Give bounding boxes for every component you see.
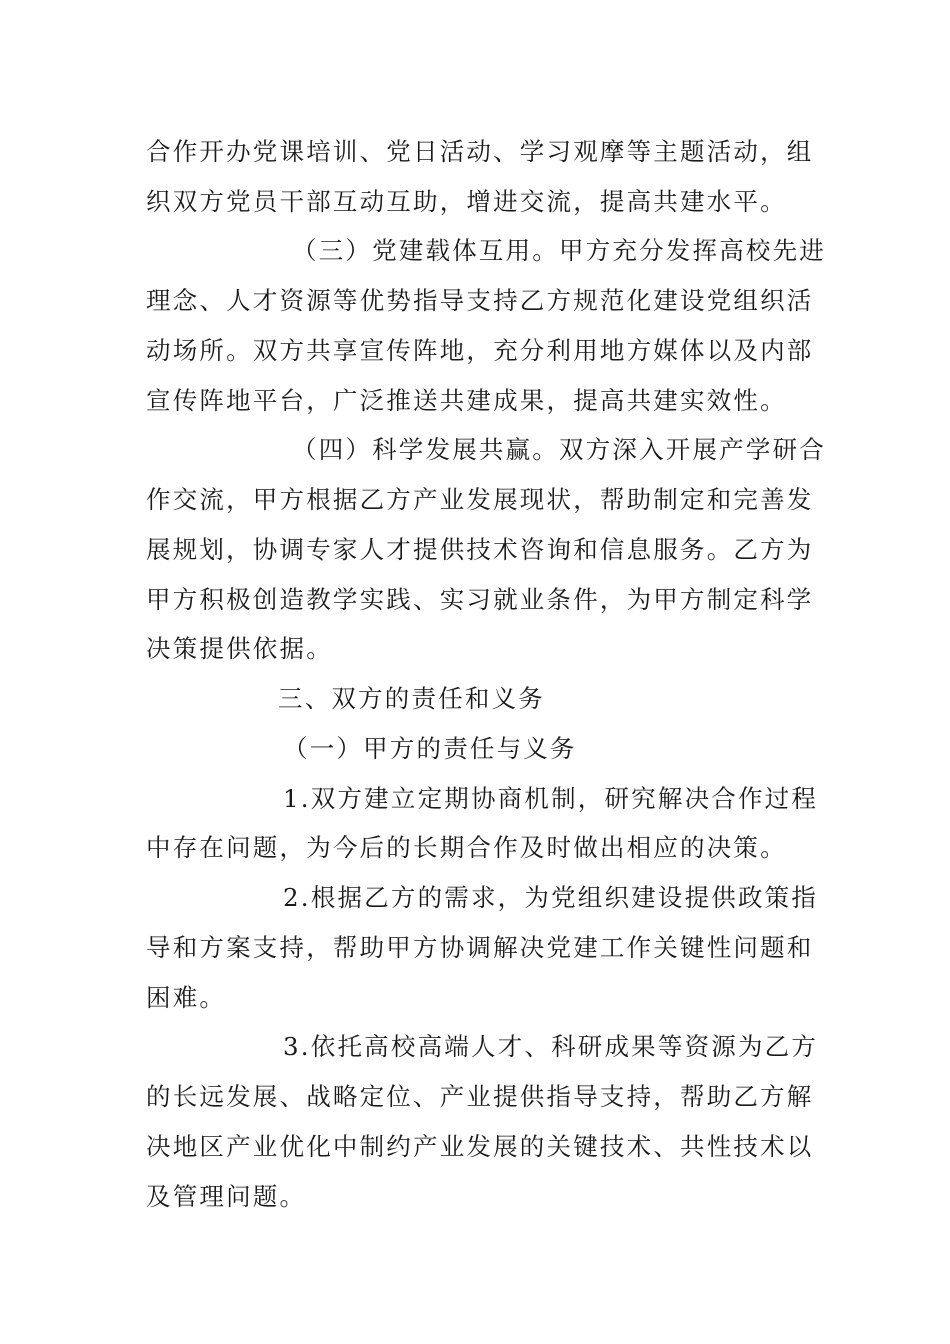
list-item-1: 1.双方建立定期协商机制，研究解决合作过程 <box>283 784 819 813</box>
section-heading-3: （三）党建载体互用。甲方充分发挥高校先进 <box>292 236 826 265</box>
text-line: 及管理问题。 <box>146 1182 307 1211</box>
section-heading-4: （四）科学发展共赢。双方深入开展产学研合 <box>292 435 826 464</box>
text-line: 理念、人才资源等优势指导支持乙方规范化建设党组织活 <box>146 286 814 315</box>
text-line: 展规划，协调专家人才提供技术咨询和信息服务。乙方为 <box>146 535 814 564</box>
text-line: 中存在问题，为今后的长期合作及时做出相应的决策。 <box>146 833 787 862</box>
text-line: 甲方积极创造教学实践、实习就业条件，为甲方制定科学 <box>146 585 814 614</box>
text-line: 导和方案支持，帮助甲方协调解决党建工作关键性问题和 <box>146 933 814 962</box>
text-line: 动场所。双方共享宣传阵地，充分利用地方媒体以及内部 <box>146 336 814 365</box>
list-item-2: 2.根据乙方的需求，为党组织建设提供政策指 <box>283 883 819 912</box>
text-line: 决策提供依据。 <box>146 634 333 663</box>
subsection-heading: （一）甲方的责任与义务 <box>283 734 577 763</box>
text-line: 宣传阵地平台，广泛推送共建成果，提高共建实效性。 <box>146 386 787 415</box>
text-line: 的长远发展、战略定位、产业提供指导支持，帮助乙方解 <box>146 1082 814 1111</box>
list-item-3: 3.依托高校高端人才、科研成果等资源为乙方 <box>283 1032 819 1061</box>
text-line: 作交流，甲方根据乙方产业发展现状，帮助制定和完善发 <box>146 485 814 514</box>
text-line: 合作开办党课培训、党日活动、学习观摩等主题活动，组 <box>146 137 814 166</box>
chapter-heading: 三、双方的责任和义务 <box>278 684 545 713</box>
text-line: 困难。 <box>146 983 227 1012</box>
text-line: 决地区产业优化中制约产业发展的关键技术、共性技术以 <box>146 1132 814 1161</box>
text-line: 织双方党员干部互动互助，增进交流，提高共建水平。 <box>146 187 787 216</box>
